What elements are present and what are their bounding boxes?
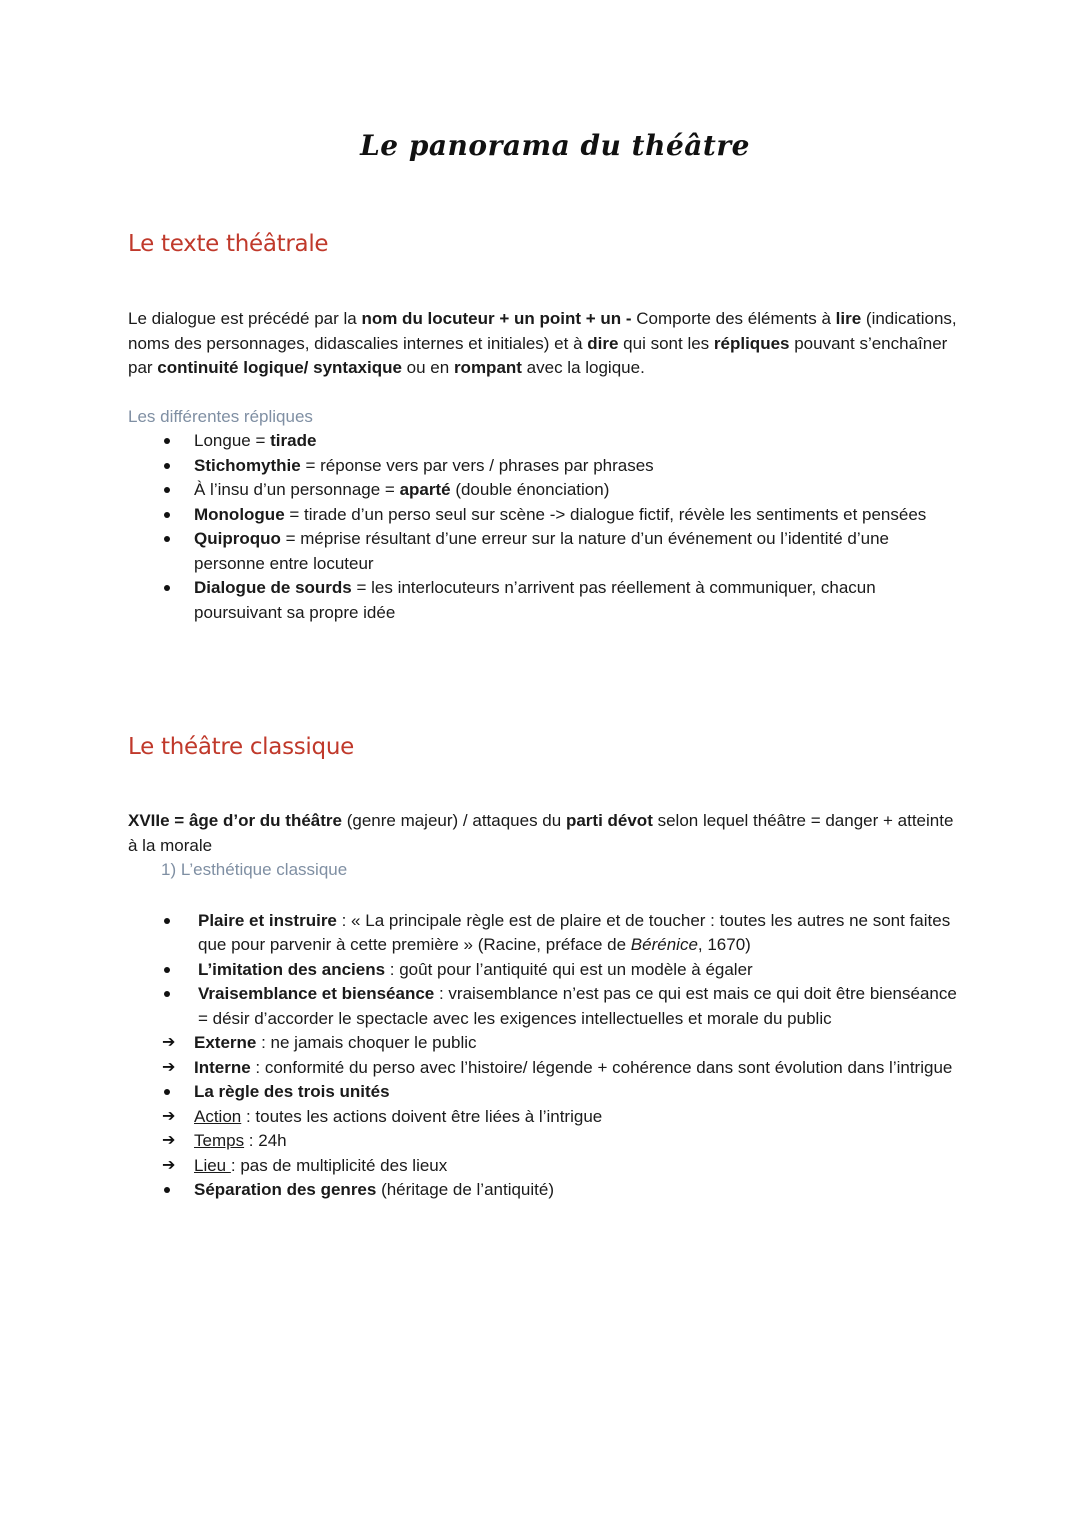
text-run: répliques: [713, 333, 790, 353]
arrow-list-item: [128, 1031, 958, 1056]
text-run: (héritage de l’antiquité): [376, 1180, 555, 1199]
text-run: Externe: [194, 1033, 257, 1052]
text-run: : goût pour l’antiquité qui est un modèle à égaler: [385, 959, 753, 979]
list-esthetique: [128, 909, 958, 1032]
text-run: avec la logique.: [521, 358, 645, 377]
list-item: [128, 576, 958, 625]
text-run: Séparation des genres: [194, 1180, 377, 1199]
arrow-list-item: [128, 1129, 958, 1154]
arrow-list-item: [128, 1056, 958, 1081]
numbered-heading-esthetique: 1) L’esthétique classique: [161, 860, 348, 879]
text-run: selon lequel théâtre = danger + atteinte à la morale: [128, 811, 954, 855]
text-run: Comporte des éléments à: [631, 309, 836, 328]
text-run: (double énonciation): [450, 480, 610, 499]
text-run: L’imitation des anciens: [198, 959, 386, 979]
list-regles: [128, 1031, 958, 1203]
paragraph-dialogue: [128, 307, 958, 381]
text-run: ou en: [401, 358, 454, 377]
arrow-list-item: [128, 1105, 958, 1130]
section-texte-theatrale: [128, 307, 958, 625]
text-run: Interne: [194, 1057, 251, 1077]
arrow-list-item: [128, 1154, 958, 1179]
text-run: rompant: [453, 358, 522, 377]
text-run: nom du locuteur + un point + un -: [361, 309, 632, 328]
list-item: [128, 982, 958, 1031]
list-item: [128, 478, 958, 503]
text-run: , 1670): [697, 935, 751, 954]
text-run: Plaire et instruire: [198, 910, 337, 930]
text-run: : pas de multiplicité des lieux: [230, 1155, 448, 1175]
text-run: = tirade d’un perso seul sur scène -> dialogue fictif, révèle les sentiments et pensées: [284, 504, 927, 524]
page-title: Le panorama du théâtre: [360, 129, 750, 162]
text-run: = les interlocuteurs n’arrivent pas réellement à communiquer, chacun poursuivant sa propre idée: [194, 578, 876, 622]
subheading-repliques: Les différentes répliques: [128, 406, 313, 426]
text-run: Temps: [194, 1131, 245, 1150]
text-run: Longue =: [194, 431, 271, 450]
text-run: Dialogue de sourds: [194, 578, 352, 597]
text-run: (indications, noms des personnages, didascalies internes et initiales) et à: [128, 309, 957, 353]
text-run: Action: [194, 1106, 242, 1126]
section-heading-texte-theatrale: Le texte théâtrale: [128, 231, 329, 257]
text-run: pouvant s’enchaîner par: [128, 333, 948, 377]
text-run: aparté: [399, 480, 451, 499]
text-run: : conformité du perso avec l’histoire/ légende + cohérence dans sont évolution dans l’intrigue: [250, 1057, 953, 1077]
text-run: lire: [835, 309, 862, 328]
text-run: Quiproquo: [194, 529, 281, 548]
text-run: : toutes les actions doivent être liées à l’intrigue: [241, 1106, 603, 1126]
section-theatre-classique: [128, 809, 958, 1203]
text-run: Le dialogue est précédé par la: [128, 309, 362, 328]
list-item: [128, 958, 958, 983]
list-item: [128, 429, 958, 454]
section-heading-theatre-classique: Le théâtre classique: [128, 734, 354, 760]
text-run: (genre majeur) / attaques du: [341, 811, 566, 830]
text-run: parti dévot: [565, 811, 653, 830]
text-run: À l’insu d’un personnage =: [194, 480, 400, 499]
text-run: dire: [587, 333, 619, 353]
text-run: La règle des trois unités: [194, 1082, 390, 1101]
list-item: [128, 503, 958, 528]
text-run: : 24h: [244, 1131, 287, 1150]
text-run: = méprise résultant d’une erreur sur la nature d’un événement ou l’identité d’une personne entre locuteur: [194, 529, 889, 573]
list-item: [128, 909, 958, 958]
text-run: tirade: [270, 431, 317, 450]
text-run: Lieu: [194, 1155, 231, 1175]
list-item: [128, 454, 958, 479]
list-repliques: [128, 429, 958, 625]
text-run: Stichomythie: [194, 455, 301, 475]
text-run: qui sont les: [618, 333, 714, 353]
list-item: [128, 527, 958, 576]
list-item: [128, 1080, 958, 1105]
text-run: XVIIe = âge d’or du théâtre: [128, 811, 342, 830]
text-run: continuité logique/ syntaxique: [157, 358, 402, 377]
text-run: : « La principale règle est de plaire et de toucher : toutes les autres ne sont faites que pour parvenir à cette première » (Racine, préface de: [198, 910, 951, 954]
text-run: Bérénice: [630, 935, 698, 954]
text-run: : vraisemblance n’est pas ce qui est mais ce qui doit être bienséance = désir d’accorder le spectacle avec les exigences intellectuelles et morale du public: [198, 984, 957, 1028]
list-item: [128, 1178, 958, 1203]
text-run: Monologue: [194, 504, 285, 524]
text-run: : ne jamais choquer le public: [256, 1033, 477, 1052]
text-run: = réponse vers par vers / phrases par phrases: [300, 455, 654, 475]
text-run: Vraisemblance et bienséance: [198, 984, 435, 1003]
paragraph-xviie: [128, 809, 958, 858]
